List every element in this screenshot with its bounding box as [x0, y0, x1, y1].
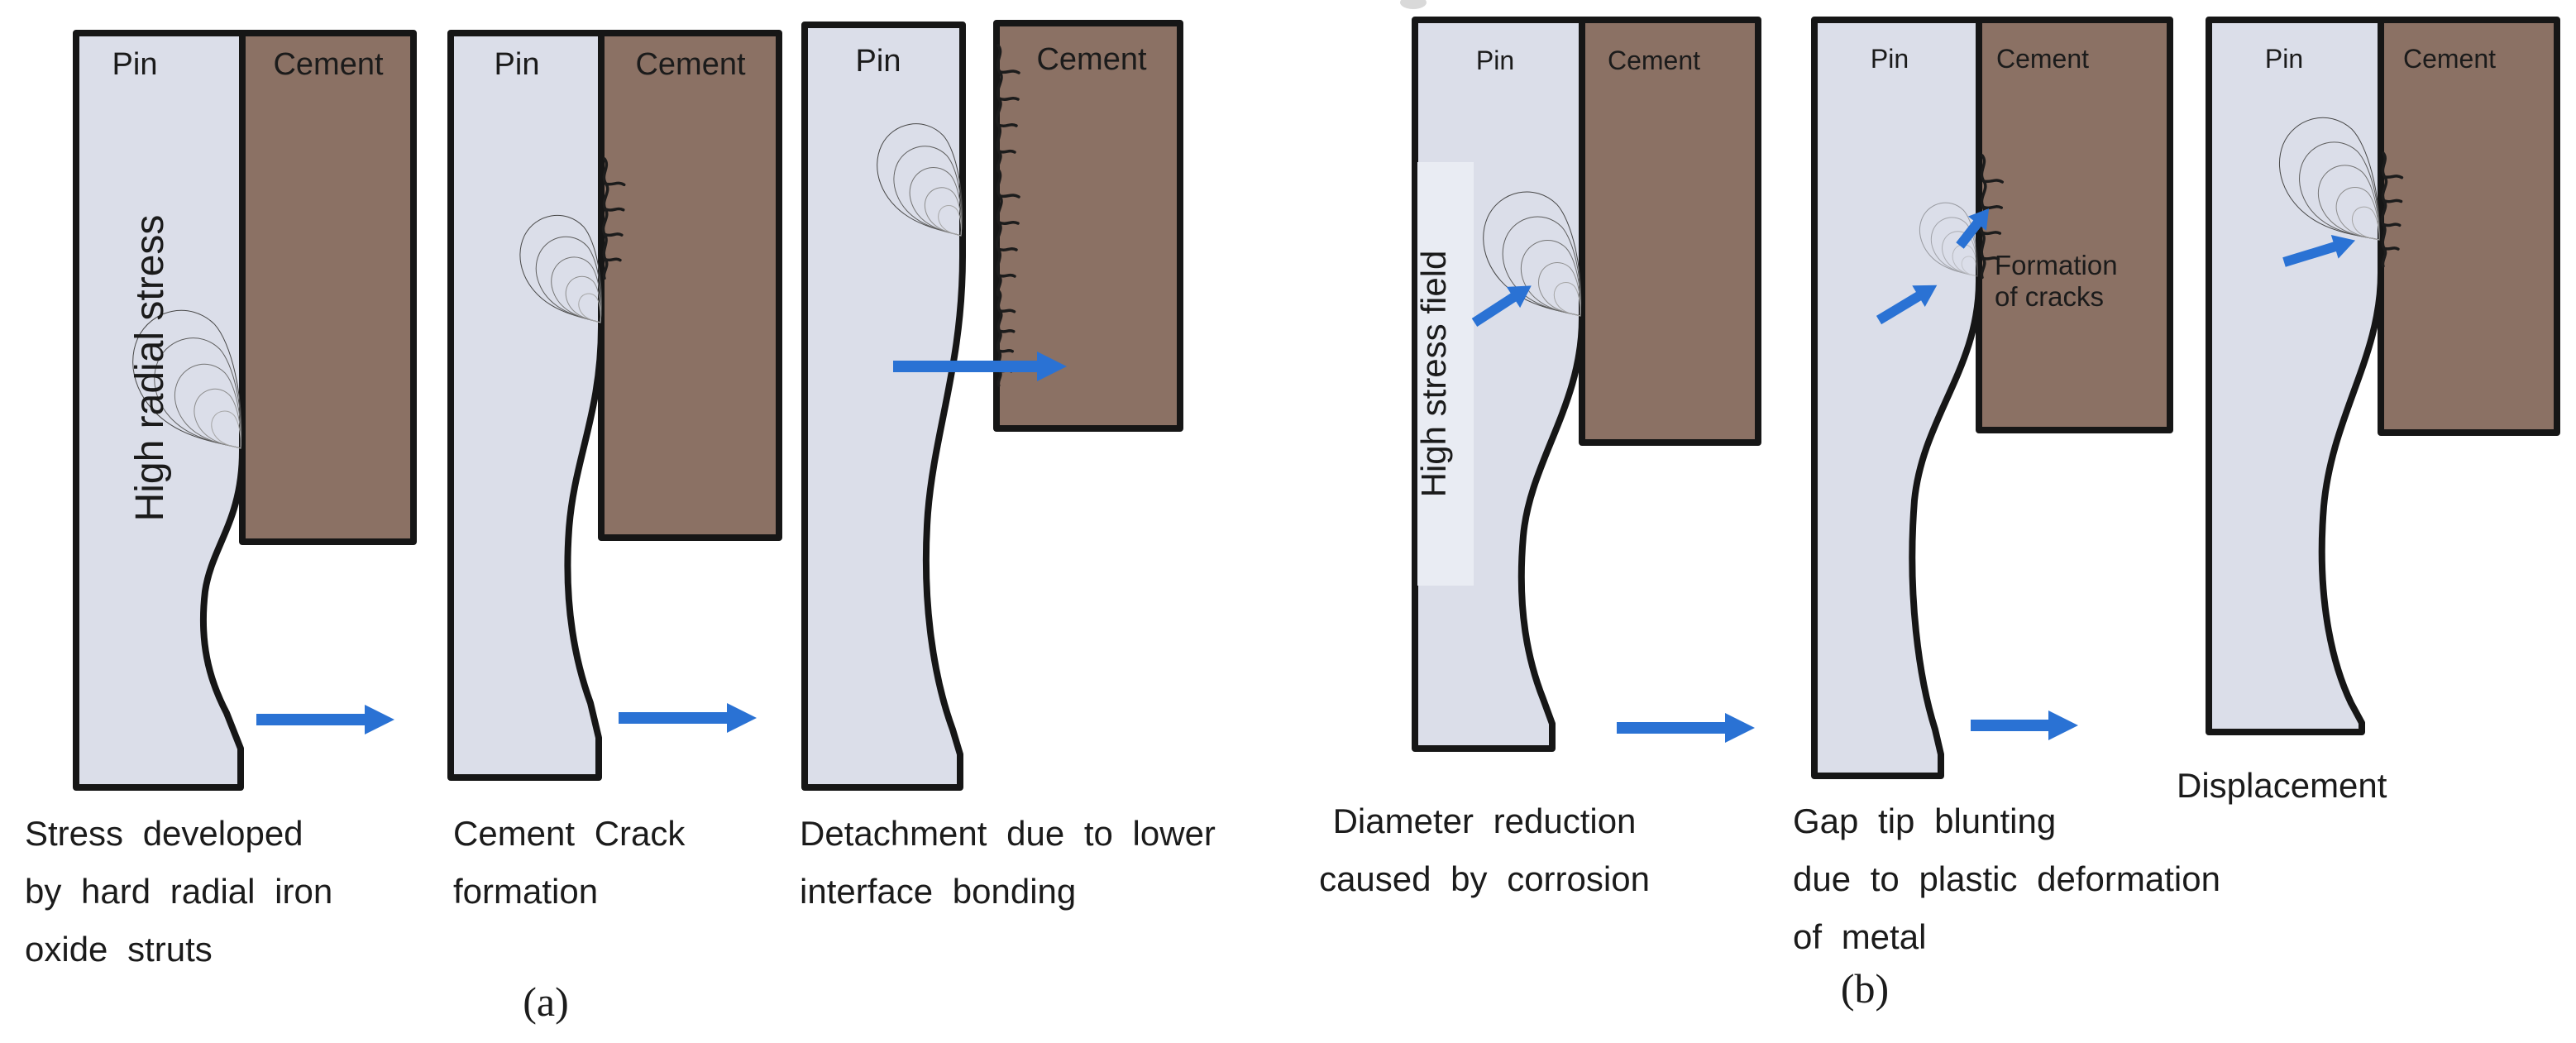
cement-label: Cement [2402, 44, 2497, 74]
rotated-annotation-high-radial-stress: High radial stress [128, 214, 172, 522]
caption-line: oxide struts [25, 930, 213, 969]
caption [1319, 801, 1650, 898]
caption-line: Cement Crack [453, 814, 686, 853]
caption [453, 814, 686, 911]
pin-shape [451, 33, 601, 777]
cement-label: Cement [1995, 44, 2090, 74]
caption-line: caused by corrosion [1319, 859, 1650, 898]
diagram-a1 [25, 33, 413, 969]
cement-label: Cement [1607, 45, 1701, 75]
caption [1793, 801, 2220, 956]
caption-line: Gap tip blunting [1793, 801, 2057, 840]
caption-line: interface bonding [800, 872, 1077, 911]
caption-line: due to plastic deformation [1793, 859, 2220, 898]
caption-line: of metal [1793, 917, 1927, 956]
cement-block [2381, 20, 2557, 433]
cement-block [601, 33, 779, 538]
caption [2177, 766, 2387, 805]
caption-line: by hard radial iron [25, 872, 333, 911]
pin-shape [1814, 20, 1979, 776]
caption-line: Stress developed [25, 814, 303, 853]
cement-label: Cement [273, 47, 384, 82]
annotation-line: of cracks [1995, 281, 2105, 312]
cement-block [242, 33, 413, 542]
formation-of-cracks-annotation [1995, 250, 2118, 312]
flow-arrow-icon [619, 703, 757, 733]
caption-line: Detachment due to lower [800, 814, 1216, 853]
annotation-line: Formation [1995, 250, 2118, 280]
flow-arrow-icon [1617, 713, 1755, 743]
pin-label: Pin [1870, 44, 1909, 74]
caption [800, 814, 1216, 911]
pin-label: Pin [2264, 44, 2304, 74]
caption-line: Diameter reduction [1332, 801, 1637, 840]
diagram-a2 [451, 33, 779, 911]
diagram-b3 [2177, 20, 2557, 805]
cement-block [1979, 20, 2170, 430]
pin-label: Pin [1475, 45, 1515, 75]
pin-label: Pin [494, 47, 540, 82]
pin-shape [805, 25, 963, 787]
crop-artifact [1400, 0, 1427, 9]
diagram-b2 [1793, 20, 2220, 956]
flow-arrow-icon [1971, 710, 2078, 740]
pin-label: Pin [855, 44, 901, 79]
panel-label-b: (b) [1840, 965, 1890, 1012]
cement-label: Cement [635, 47, 746, 82]
diagram-a3 [800, 23, 1216, 911]
flow-arrow-icon [256, 705, 394, 734]
rotated-annotation-high-stress-field: High stress field [1414, 250, 1453, 498]
caption-line: formation [453, 872, 599, 911]
pin-shape [2209, 20, 2381, 732]
caption-line: Displacement [2177, 766, 2387, 805]
caption [25, 814, 332, 969]
diagram-b1 [1319, 20, 1758, 898]
panel-label-a: (a) [523, 978, 569, 1025]
pin-label: Pin [112, 47, 158, 82]
cement-block [1582, 20, 1758, 443]
cement-label: Cement [1036, 42, 1147, 77]
